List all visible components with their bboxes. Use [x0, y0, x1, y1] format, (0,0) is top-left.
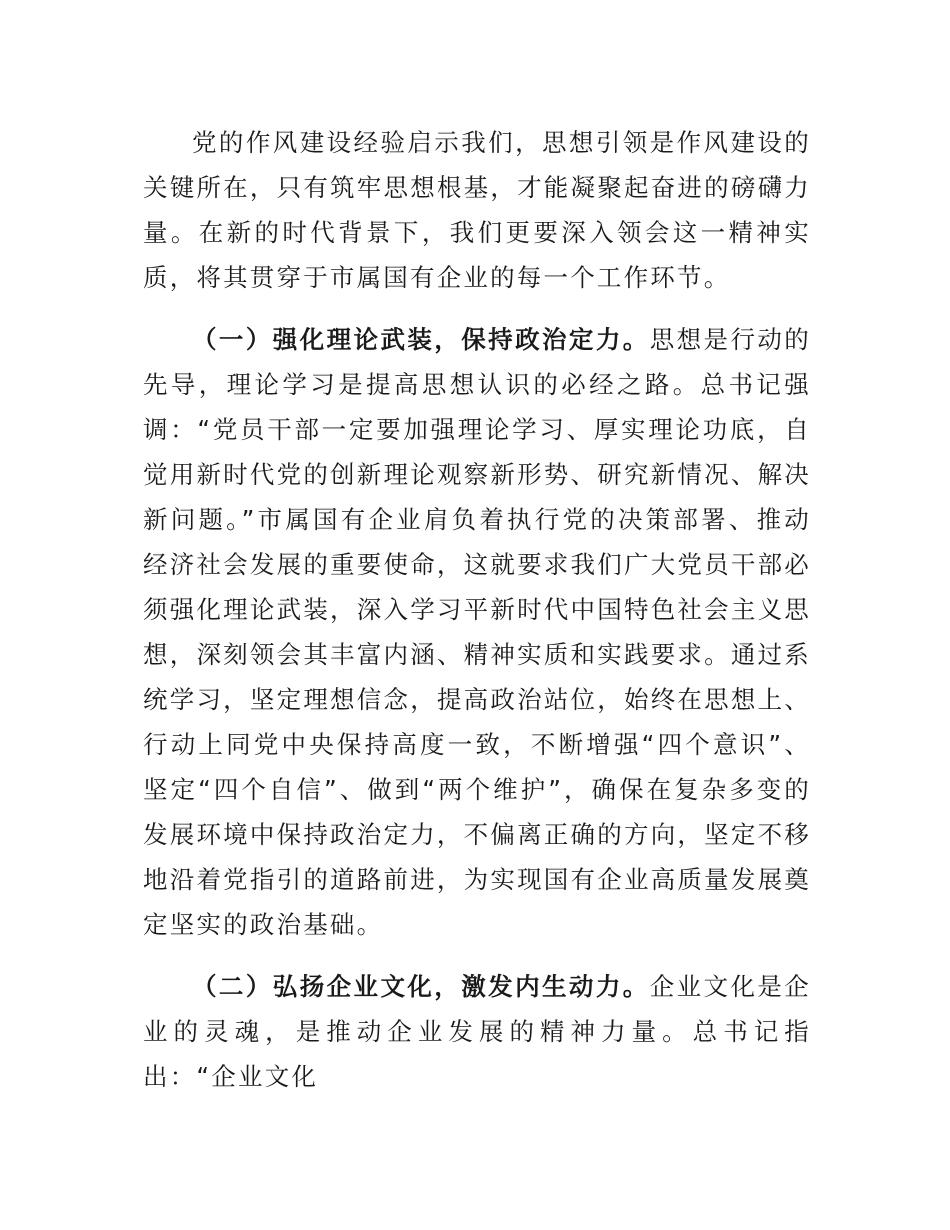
section-2-text: 企业文化是企业的灵魂，是推动企业发展的精神力量。总书记指出：“企业文化: [143, 972, 811, 1091]
paragraph-spacer: [143, 947, 811, 964]
section-1-text: 思想是行动的先导，理论学习是提高思想认识的必经之路。总书记强调：“党员干部一定要加强理论学习、厚实理论功底，自觉用新时代党的创新理论观察新形势、研究新情况、解决新问题。”市属国有企业肩负着执行党的决策部署、推动经济社会发展的重要使命，这就要求我们广大党员干部必须强化理论武装，深入学习平新时代中国特色社会主义思想，深刻领会其丰富内涵、精神实质和实践要求。通过系统学习，坚定理想信念，提高政治站位，始终在思想上、行动上同党中央保持高度一致，不断增强“四个意识”、坚定“四个自信”、做到“两个维护”，确保在复杂多变的发展环境中保持政治定力，不偏离正确的方向，坚定不移地沿着党指引的道路前进，为实现国有企业高质量发展奠定坚实的政治基础。: [143, 325, 811, 939]
paragraph-section-2: [143, 964, 811, 1099]
document-body: [143, 120, 811, 1099]
paragraph-spacer: [143, 300, 811, 317]
paragraph-intro: [143, 120, 811, 300]
section-1-heading: （一）强化理论武装，保持政治定力。: [192, 325, 650, 354]
section-2-heading: （二）弘扬企业文化，激发内生动力。: [192, 972, 650, 1001]
paragraph-intro-text: 党的作风建设经验启示我们，思想引领是作风建设的关键所在，只有筑牢思想根基，才能凝聚起奋进的磅礴力量。在新的时代背景下，我们更要深入领会这一精神实质，将其贯穿于市属国有企业的每一个工作环节。: [143, 128, 811, 292]
paragraph-section-1: [143, 317, 811, 947]
